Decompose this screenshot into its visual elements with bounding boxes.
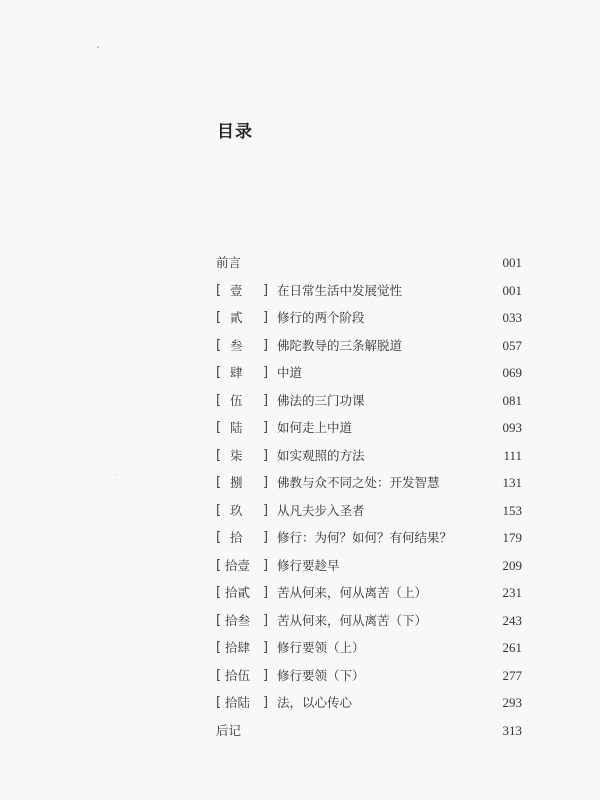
toc-entry[interactable] <box>216 469 522 497</box>
right-bracket: ] <box>263 695 269 710</box>
chapter-number: 捌 <box>230 475 243 490</box>
toc-entry[interactable] <box>216 552 522 580</box>
left-bracket: [ <box>216 337 222 353</box>
toc-entry[interactable] <box>216 304 522 332</box>
toc-entry[interactable] <box>216 332 522 360</box>
page-number: 001 <box>502 255 522 270</box>
page-number: 001 <box>502 282 522 298</box>
chapter-number: 拾貳 <box>225 585 251 600</box>
chapter-number: 壹 <box>230 282 243 298</box>
chapter-title: 修行要趁早 <box>277 557 340 573</box>
page-number: 093 <box>502 420 522 435</box>
right-bracket: ] <box>263 530 269 545</box>
left-bracket: [ <box>216 557 222 573</box>
page-title: 目录 <box>217 122 253 142</box>
right-bracket: ] <box>263 310 269 325</box>
right-bracket: ] <box>263 420 269 435</box>
right-bracket: ] <box>263 502 269 518</box>
chapter-number: 拾肆 <box>225 640 251 655</box>
toc-entry[interactable] <box>216 524 522 552</box>
toc-entry[interactable] <box>216 249 522 277</box>
left-bracket: [ <box>216 612 222 628</box>
toc-entry[interactable] <box>216 442 522 470</box>
chapter-number: 拾壹 <box>225 557 251 573</box>
section-title: 后记 <box>216 722 242 738</box>
toc-entry[interactable] <box>216 634 522 662</box>
chapter-number: 叁 <box>230 337 243 353</box>
chapter-number: 陆 <box>230 420 243 435</box>
page-number: 081 <box>502 392 522 408</box>
chapter-title: 如实观照的方法 <box>277 447 365 463</box>
left-bracket: [ <box>216 365 222 380</box>
chapter-number: 拾陆 <box>225 695 251 710</box>
left-bracket: [ <box>216 475 222 490</box>
left-bracket: [ <box>216 310 222 325</box>
paper-speck <box>116 474 117 475</box>
page-number: 243 <box>502 612 522 628</box>
page-number: 293 <box>502 695 522 710</box>
left-bracket: [ <box>216 420 222 435</box>
toc-entry[interactable] <box>216 579 522 607</box>
paper-speck <box>97 46 99 48</box>
chapter-title: 佛教与众不同之处：开发智慧 <box>277 475 440 490</box>
page-number: 231 <box>502 585 522 600</box>
right-bracket: ] <box>263 585 269 600</box>
right-bracket: ] <box>263 475 269 490</box>
left-bracket: [ <box>216 667 222 683</box>
right-bracket: ] <box>263 557 269 573</box>
toc-entry[interactable] <box>216 359 522 387</box>
left-bracket: [ <box>216 392 222 408</box>
right-bracket: ] <box>263 392 269 408</box>
chapter-title: 佛陀教导的三条解脱道 <box>277 337 403 353</box>
chapter-title: 在日常生活中发展觉性 <box>277 282 403 298</box>
page-number: 277 <box>502 667 522 683</box>
toc-entry[interactable] <box>216 277 522 305</box>
chapter-title: 佛法的三门功课 <box>277 392 365 408</box>
page-number: 069 <box>502 365 522 380</box>
left-bracket: [ <box>216 585 222 600</box>
toc-entry[interactable] <box>216 414 522 442</box>
chapter-number: 玖 <box>230 502 243 518</box>
toc-entry[interactable] <box>216 662 522 690</box>
table-of-contents <box>216 249 522 744</box>
toc-entry[interactable] <box>216 717 522 745</box>
right-bracket: ] <box>263 667 269 683</box>
chapter-number: 伍 <box>230 392 243 408</box>
chapter-number: 拾 <box>230 530 243 545</box>
page-number: 057 <box>502 337 522 353</box>
page-number: 033 <box>502 310 522 325</box>
chapter-title: 修行要领（上） <box>277 640 365 655</box>
page-number: 179 <box>502 530 522 545</box>
chapter-title: 法，以心传心 <box>277 695 353 710</box>
left-bracket: [ <box>216 447 222 463</box>
page-number: 261 <box>502 640 522 655</box>
page-number: 111 <box>503 447 522 463</box>
chapter-number: 肆 <box>230 365 243 380</box>
left-bracket: [ <box>216 640 222 655</box>
right-bracket: ] <box>263 337 269 353</box>
chapter-number: 拾伍 <box>225 667 251 683</box>
chapter-number: 拾叁 <box>225 612 251 628</box>
page-number: 313 <box>502 722 522 738</box>
left-bracket: [ <box>216 695 222 710</box>
left-bracket: [ <box>216 502 222 518</box>
chapter-number: 柒 <box>230 447 243 463</box>
page-number: 153 <box>502 502 522 518</box>
toc-entry[interactable] <box>216 689 522 717</box>
right-bracket: ] <box>263 447 269 463</box>
chapter-title: 苦从何来，何从离苦（上） <box>277 585 428 600</box>
chapter-title: 如何走上中道 <box>277 420 353 435</box>
right-bracket: ] <box>263 640 269 655</box>
left-bracket: [ <box>216 530 222 545</box>
left-bracket: [ <box>216 282 222 298</box>
toc-entry[interactable] <box>216 607 522 635</box>
right-bracket: ] <box>263 365 269 380</box>
chapter-title: 修行要领（下） <box>277 667 365 683</box>
chapter-title: 从凡夫步入圣者 <box>277 502 365 518</box>
toc-entry[interactable] <box>216 387 522 415</box>
section-title: 前言 <box>216 255 242 270</box>
chapter-number: 貳 <box>230 310 243 325</box>
right-bracket: ] <box>263 612 269 628</box>
chapter-title: 苦从何来，何从离苦（下） <box>277 612 428 628</box>
right-bracket: ] <box>263 282 269 298</box>
page-number: 131 <box>502 475 522 490</box>
chapter-title: 中道 <box>277 365 303 380</box>
toc-entry[interactable] <box>216 497 522 525</box>
chapter-title: 修行的两个阶段 <box>277 310 365 325</box>
page-number: 209 <box>502 557 522 573</box>
chapter-title: 修行：为何？如何？有何结果？ <box>277 530 453 545</box>
